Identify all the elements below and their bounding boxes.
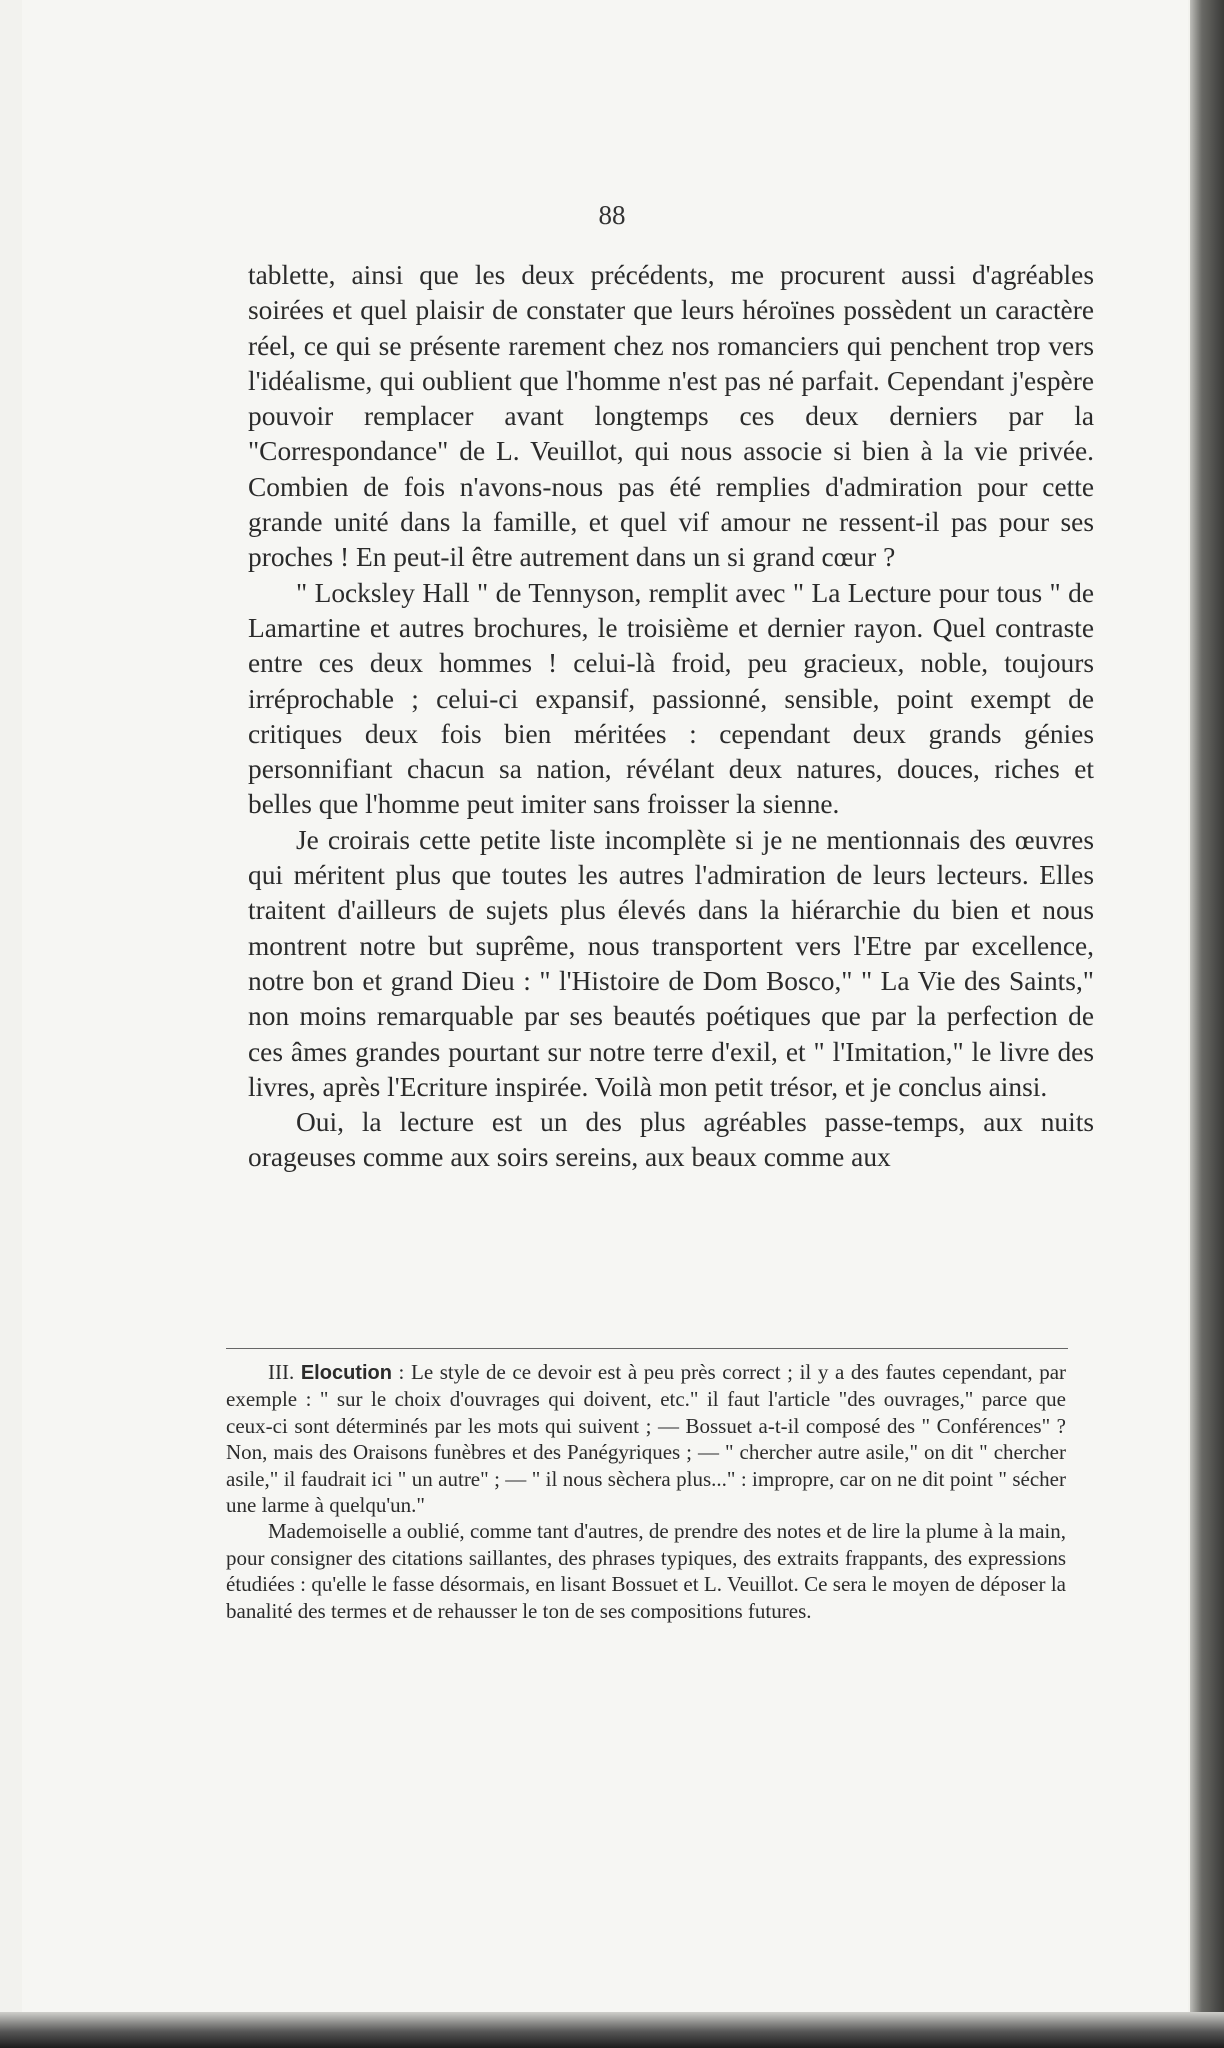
note-numeral: III. [268, 1360, 295, 1384]
note-heading: Elocution [300, 1362, 392, 1384]
page-number: 88 [598, 200, 626, 230]
paragraph: Je croirais cette petite liste incomplète si je ne mentionnais des œuvres qui méritent plus que toutes les autres l'admiration de leurs lecteurs. Elles traitent d'ailleurs de sujets plus élevés dans la hiérarchie du bien et nous montrent notre but suprême, nous transportent vers l'Etre par excellence, notre bon et grand Dieu : " l'Histoire de Dom Bosco," " La Vie des Saints," non moins remarquable par ses beautés poétiques que par la perfection de ces âmes grandes pourtant sur notre terre d'exil, et " l'Imitation," le livre des livres, après l'Ecriture inspirée. Voilà mon petit trésor, et je conclus ainsi. [248, 824, 1094, 1102]
paragraph: Oui, la lecture est un des plus agréables passe-temps, aux nuits orageuses comme aux soirs sereins, aux beaux comme aux [248, 1107, 1094, 1173]
scan-bottom-edge [0, 2012, 1224, 2048]
footnote-divider [226, 1348, 1068, 1349]
book-spine-edge [1190, 0, 1224, 2048]
main-text [248, 258, 1094, 1176]
teacher-notes [226, 1359, 1066, 1624]
note-text: : Le style de ce devoir est à peu près correct ; il y a des fautes cependant, par exemple : " sur le choix d'ouvrages qui doivent, etc." il faut l'article "des ouvrages," parce que ceux-ci sont déterminés par les mots qui suivent ; — Bossuet a-t-il composé des " Conférences" ? Non, mais des Oraisons funèbres et des Panégyriques ; — " chercher autre asile," on dit " chercher asile," il faudrait ici " un autre" ; — " il nous sèchera plus..." : impropre, car on ne dit point " sécher une larme à quelqu'un." [226, 1360, 1067, 1518]
paragraph: tablette, ainsi que les deux précédents, me procurent aussi d'agréables soirées et quel plaisir de constater que leurs héroïnes possèdent un caractère réel, ce qui se présente rarement chez nos romanciers qui penchent trop vers l'idéalisme, qui oublient que l'homme n'est pas né parfait. Cependant j'espère pouvoir remplacer avant longtemps ces deux derniers par la "Correspondance" de L. Veuillot, qui nous associe si bien à la vie privée. Combien de fois n'avons-nous pas été remplies d'admiration pour cette grande unité dans la famille, et quel vif amour ne ressent-il pas pour ses proches ! En peut-il être autrement dans un si grand cœur ? [248, 260, 1094, 573]
note-elocution [226, 1359, 1066, 1518]
note-advice: Mademoiselle a oublié, comme tant d'autres, de prendre des notes et de lire la plume à la main, pour consigner des citations saillantes, des phrases typiques, des extraits frappants, des expressions étudiées : qu'elle le fasse désormais, en lisant Bossuet et L. Veuillot. Ce sera le moyen de déposer la banalité des termes et de rehausser le ton de ses compositions futures. [226, 1519, 1066, 1623]
paragraph: " Locksley Hall " de Tennyson, remplit avec " La Lecture pour tous " de Lamartine et autres brochures, le troisième et dernier rayon. Quel contraste entre ces deux hommes ! celui-là froid, peu gracieux, noble, toujours irréprochable ; celui-ci expansif, passionné, sensible, point exempt de critiques deux fois bien méritées : cependant deux grands génies personnifiant chacun sa nation, révélant deux natures, douces, riches et belles que l'homme peut imiter sans froisser la sienne. [248, 577, 1094, 820]
